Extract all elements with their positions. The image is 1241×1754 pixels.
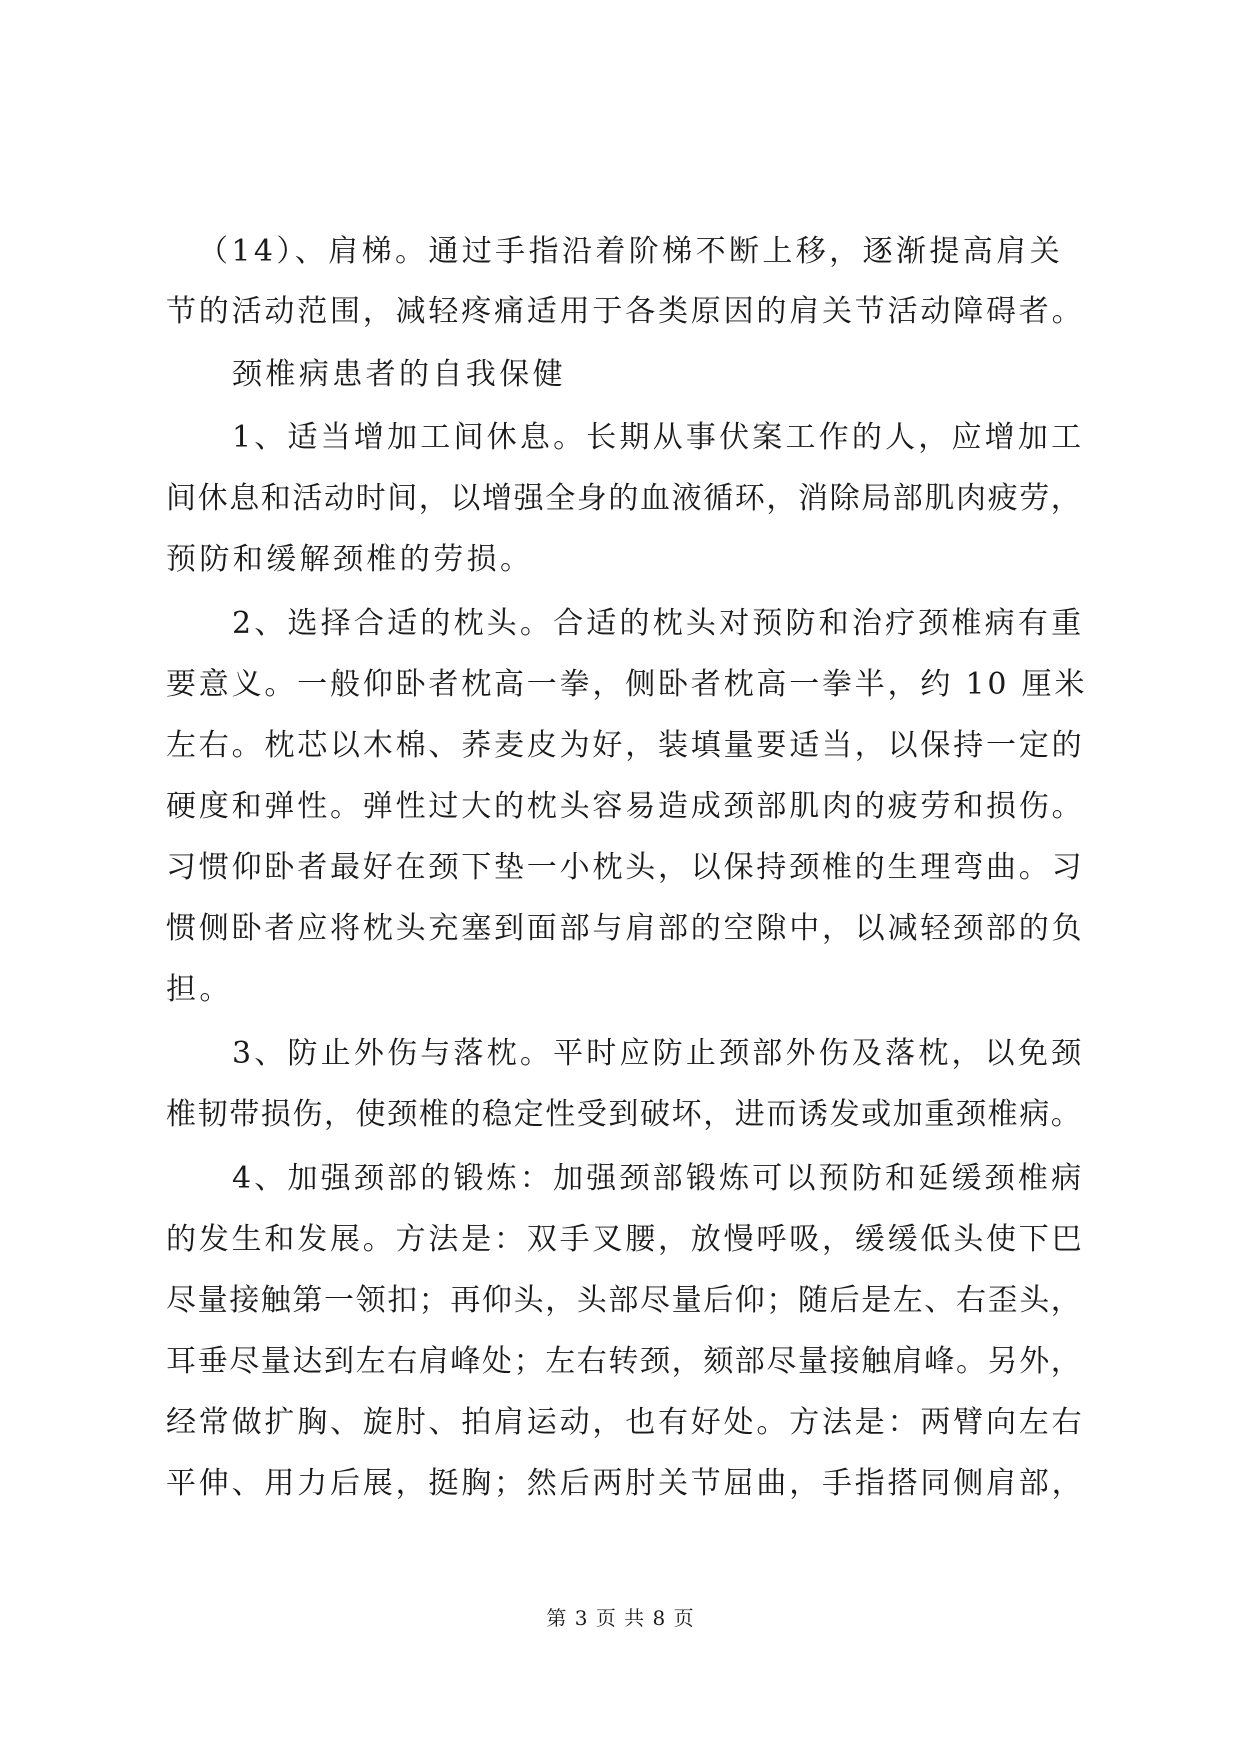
text-line: 经常做扩胸、旋肘、拍肩运动，也有好处。方法是：两臂向左右 <box>166 1405 1085 1440</box>
text-line: 1、适当增加工间休息。长期从事伏案工作的人，应增加工 <box>232 420 1085 455</box>
text-line: 3、防止外伤与落枕。平时应防止颈部外伤及落枕，以免颈 <box>232 1036 1085 1071</box>
text-line: 左右。枕芯以木棉、荞麦皮为好，装填量要适当，以保持一定的 <box>166 728 1085 763</box>
text-line: 预防和缓解颈椎的劳损。 <box>166 542 534 577</box>
text-line: 担。 <box>166 972 233 1007</box>
page-footer: 第 3 页 共 8 页 <box>546 1606 695 1630</box>
text-line: 椎韧带损伤，使颈椎的稳定性受到破坏，进而诱发或加重颈椎病。 <box>166 1097 1083 1132</box>
text-line: 尽量接触第一领扣；再仰头，头部尽量后仰；随后是左、右歪头， <box>166 1283 1083 1318</box>
text-line: 的发生和发展。方法是：双手叉腰，放慢呼吸，缓缓低头使下巴 <box>166 1222 1085 1257</box>
section-heading: 颈椎病患者的自我保健 <box>232 357 566 392</box>
text-line: 要意义。一般仰卧者枕高一拳，侧卧者枕高一拳半，约 10 厘米 <box>166 667 1088 702</box>
text-line: 硬度和弹性。弹性过大的枕头容易造成颈部肌肉的疲劳和损伤。 <box>166 789 1085 824</box>
text-line: 间休息和活动时间，以增强全身的血液循环，消除局部肌肉疲劳， <box>166 481 1083 516</box>
text-line: 平伸、用力后展，挺胸；然后两肘关节屈曲，手指搭同侧肩部， <box>166 1466 1085 1501</box>
text-line: 耳垂尽量达到左右肩峰处；左右转颈，颏部尽量接触肩峰。另外， <box>166 1344 1083 1379</box>
text-line: 2、选择合适的枕头。合适的枕头对预防和治疗颈椎病有重 <box>232 606 1085 641</box>
text-line: 4、加强颈部的锻炼：加强颈部锻炼可以预防和延缓颈椎病 <box>232 1161 1085 1196</box>
text-line: 习惯仰卧者最好在颈下垫一小枕头，以保持颈椎的生理弯曲。习 <box>166 850 1085 885</box>
text-line: 节的活动范围，减轻疼痛适用于各类原因的肩关节活动障碍者。 <box>166 294 1085 329</box>
text-line: 惯侧卧者应将枕头充塞到面部与肩部的空隙中，以减轻颈部的负 <box>166 911 1085 946</box>
text-line: （14）、肩梯。通过手指沿着阶梯不断上移，逐渐提高肩关 <box>198 234 1063 269</box>
